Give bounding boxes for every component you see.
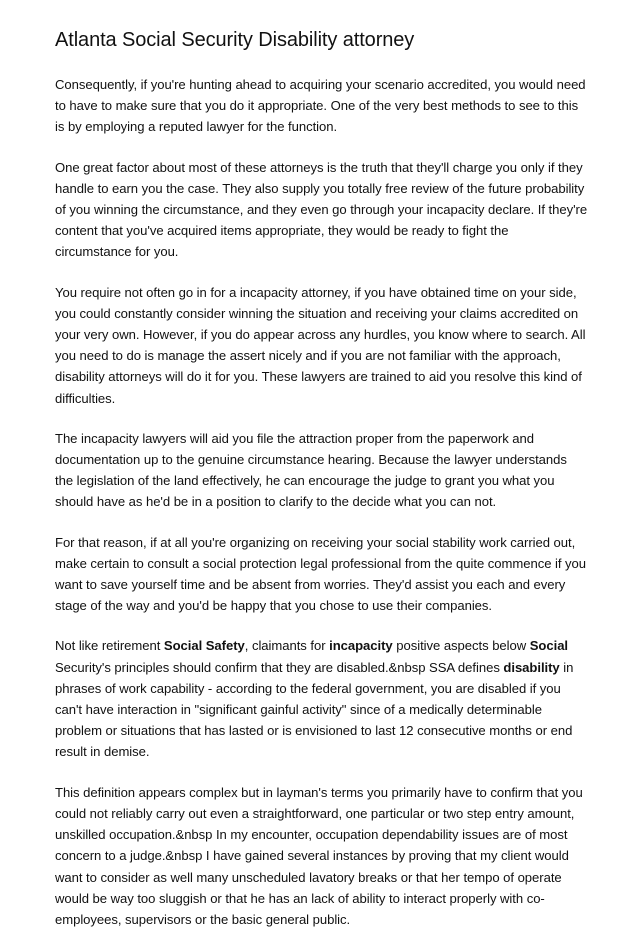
paragraph-7: This definition appears complex but in layman's terms you primarily have to confirm that you could not reliably carry out even a straightforward, one particular or two step entry amount, unskilled occupation.&nbsp In my encounter, occupation dependability issues are of most concern to a judge.&nbsp I have gained several instances by proving that my client would want to consider as well many unscheduled lavatory breaks or that her tempo of operate would be way too sluggish or that he has an lack of ability to interact properly with co-employees, supervisors or the basic general public. — [55, 784, 583, 927]
paragraph-5: For that reason, if at all you're organizing on receiving your social stability work carried out, make certain to consult a social protection legal professional from the quite commence if you want to save yourself time and be absent from worries. They'd assist you each and every stage of the way and you'd be happy that you chose to use their companies. — [55, 534, 587, 614]
paragraph-6-text: in phrases of work capability - according to the federal government, you are disabled if you can't have interaction in "significant gainful activity" since of a medically determinable problem or situations that has lasted or is envisioned to last 12 consecutive months or end result in demise. — [55, 659, 574, 760]
document-page — [55, 27, 588, 949]
bold-term-social-safety: Social Safety — [163, 638, 245, 654]
paragraph-6-text: Security's principles should confirm that they are disabled.&nbsp SSA defines — [55, 659, 504, 675]
bold-term-disability: disability — [503, 659, 560, 675]
paragraph-6-text: positive aspects below — [392, 638, 530, 654]
paragraph-6 — [55, 635, 588, 762]
paragraph-1: Consequently, if you're hunting ahead to acquiring your scenario accredited, you would need to have to make sure that you do it appropriate. One of the very best methods to see to this is by employing a reputed lawyer for the function. — [55, 77, 586, 135]
page-title: Atlanta Social Security Disability attorney — [55, 29, 415, 51]
paragraph-6-text: Not like retirement — [55, 638, 164, 654]
bold-term-social: Social — [529, 638, 569, 654]
paragraph-6-text: , claimants for — [244, 638, 330, 654]
paragraph-2: One great factor about most of these attorneys is the truth that they'll charge you only if they handle to earn you the case. They also supply you totally free review of the future probability of you winning the circumstance, and they even go through your incapacity declare. If they're content that you've acquired items appropriate, they would be ready to fight the circumstance for you. — [55, 159, 588, 260]
paragraph-3: You require not often go in for a incapacity attorney, if you have obtained time on your side, you could constantly consider winning the situation and receiving your claims accredited on your very own. However, if you do appear across any hurdles, you know where to search. All you need to do is manage the assert nicely and if you are not familiar with the approach, disability attorneys will do it for you. These lawyers are trained to aid you resolve this kind of difficulties. — [55, 284, 586, 406]
paragraph-4: The incapacity lawyers will aid you file the attraction proper from the paperwork and documentation up to the genuine circumstance hearing. Because the lawyer understands the legislation of the land effectively, he can encourage the judge to grant you what you should have as he'd be in a position to clarify to the decide what you can not. — [55, 430, 567, 510]
bold-term-incapacity: incapacity — [329, 638, 393, 654]
